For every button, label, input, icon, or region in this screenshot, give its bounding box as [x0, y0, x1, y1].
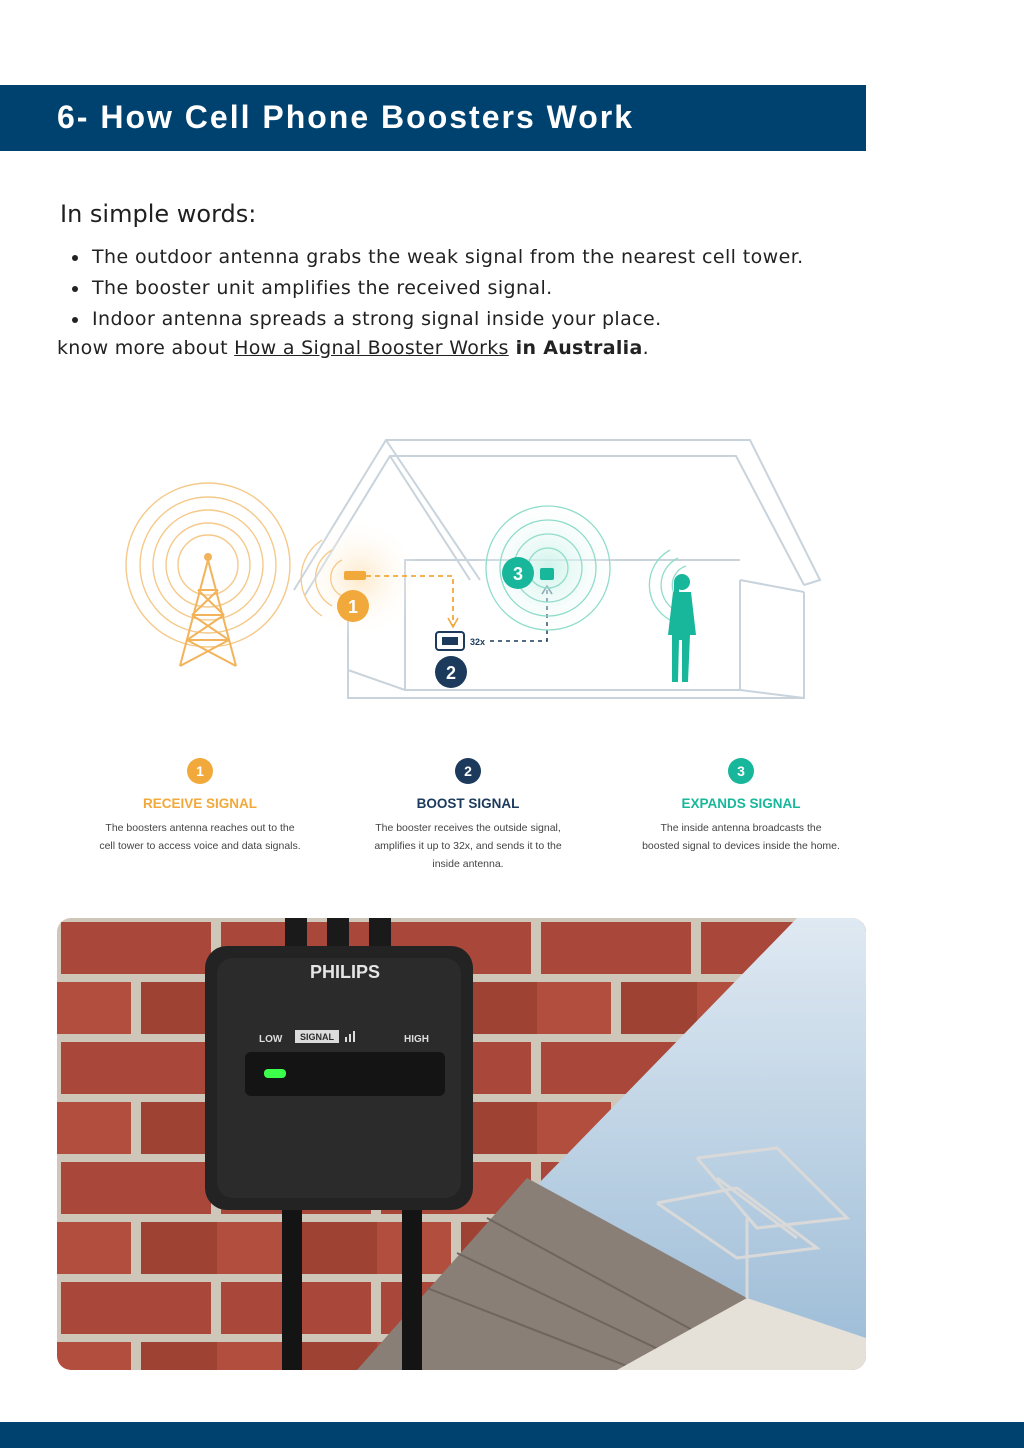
- low-label: LOW: [259, 1034, 283, 1045]
- svg-text:2: 2: [445, 663, 457, 683]
- list-item: The outdoor antenna grabs the weak signal from the nearest cell tower.: [70, 242, 804, 273]
- step-expand: [611, 758, 871, 855]
- svg-text:1: 1: [347, 597, 359, 617]
- step-number: 3: [728, 758, 754, 784]
- step-number: 1: [187, 758, 213, 784]
- product-photo: [57, 918, 866, 1370]
- step-description: The boosters antenna reaches out to the cell tower to access voice and data signals.: [99, 822, 301, 852]
- steps-legend: [60, 758, 866, 878]
- svg-text:3: 3: [512, 564, 524, 584]
- indoor-antenna-icon: [540, 568, 554, 580]
- list-item: The booster unit amplifies the received signal.: [70, 273, 804, 304]
- australia-text: in Australia: [508, 337, 643, 359]
- step-title: RECEIVE SIGNAL: [142, 796, 258, 811]
- marker-3: [502, 557, 534, 589]
- signal-label: SIGNAL: [299, 1032, 335, 1042]
- signal-booster-link[interactable]: How a Signal Booster Works: [234, 337, 509, 359]
- product-photo-art: [57, 918, 866, 1370]
- high-label: HIGH: [404, 1034, 429, 1045]
- tower-signal-waves: [126, 483, 290, 647]
- step-description: The inside antenna broadcasts the boosted signal to devices inside the home.: [642, 822, 840, 852]
- step-title: BOOST SIGNAL: [416, 796, 520, 811]
- brand-logo: PHILIPS: [309, 962, 381, 982]
- step-receive: [70, 758, 330, 855]
- title-bar: [0, 85, 866, 151]
- marker-2: [435, 656, 467, 688]
- marker-1: [337, 590, 369, 622]
- step-boost: [338, 758, 598, 873]
- footer-bar: [0, 1422, 1024, 1448]
- cell-tower-icon: [180, 554, 236, 666]
- gain-label: 32x: [470, 637, 486, 647]
- signal-led: [264, 1069, 286, 1078]
- person-on-phone-icon: [668, 574, 696, 682]
- step-description: The booster receives the outside signal, amplifies it up to 32x, and sends it to the inside antenna.: [374, 822, 562, 870]
- know-more-prefix: know more about: [57, 337, 235, 359]
- list-item: Indoor antenna spreads a strong signal inside your place.: [70, 304, 804, 335]
- page-title: 6- How Cell Phone Boosters Work: [57, 99, 635, 135]
- step-number: 2: [455, 758, 481, 784]
- period: .: [642, 337, 649, 359]
- know-more-line: [57, 337, 649, 359]
- outdoor-antenna-icon: [344, 571, 366, 580]
- bullet-list: [70, 242, 804, 335]
- intro-heading: In simple words:: [60, 200, 257, 228]
- booster-unit-icon: [436, 632, 464, 650]
- step-title: EXPANDS SIGNAL: [681, 796, 801, 811]
